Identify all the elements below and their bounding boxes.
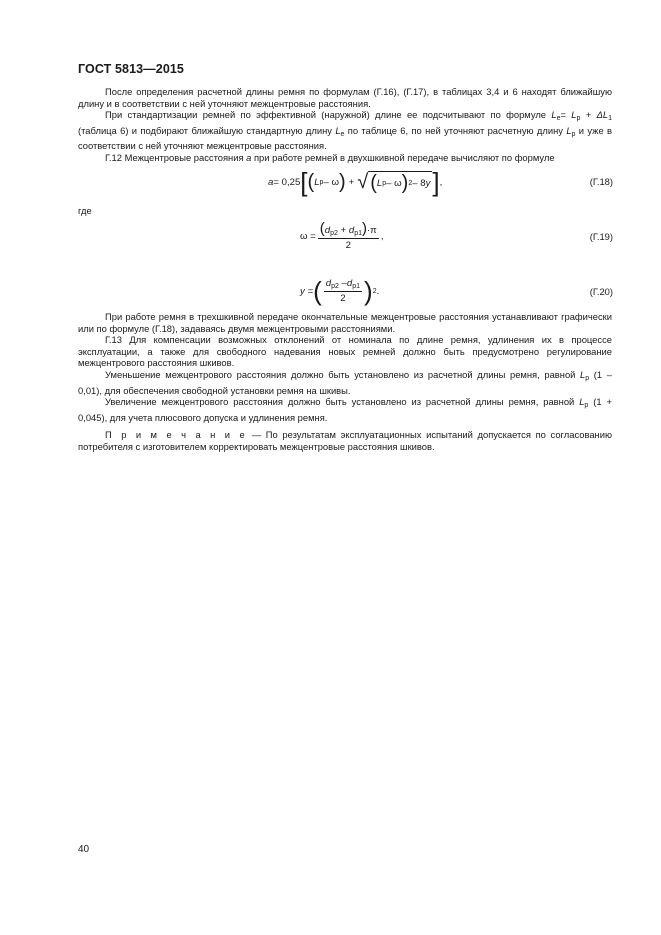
text-block-intro <box>78 86 612 164</box>
formula-g20: y = ( $\frac{d_{p2} -d_{p1}}{2}$ ) 2 . <box>300 276 380 306</box>
paragraph-standardization: При стандартизации ремней по эффективной (наружной) длине ее подсчитывают по формуле $L_e= L_p + \Delta L_1$ (таблица 6) и подбирают ближайшую стандартную длину $L_e$ по таблице 6, по ней уточняют расчетную длину $L_p$ и уже в соответствии с ней уточняют межцентровые расстояния. <box>78 109 612 152</box>
formula-g18: a = 0,25 [ ( L p – ω ) + √ ( L p – ω ) 2 – 8 y ] , <box>268 167 443 197</box>
formula-number-g18: (Г.18) <box>589 176 613 187</box>
formula-g19: ω = $\frac{(d_{p2} + d_{p1})\cdot\pi}{2}$ , <box>300 220 384 251</box>
paragraph-g13: Г.13 Для компенсации возможных отклонений от номинала по длине ремня, удлинения их в процессе эксплуатации, а также для свободного надевания новых ремней должно быть предусмотрено регулирование межцентрового расстояния шкивов. <box>78 334 612 369</box>
paragraph-g12: Г.12 Межцентровые расстояния a при работе ремней в двухшкивной передаче вычисляют по формуле <box>105 151 555 163</box>
formula-number-g20: (Г.20) <box>589 286 613 297</box>
paragraph-length-determination: После определения расчетной длины ремня по формулам (Г.16), (Г.17), в таблицах 3,4 и 6 находят ближайшую длину и в соответствии с ней уточняют межцентровые расстояния. <box>78 86 612 109</box>
document-header: ГОСТ 5813—2015 <box>78 62 184 76</box>
paragraph-increase: Увеличение межцентрового расстояния должно быть установлено из расчетной длины ремня, равной $L_p$ (1 + 0,045), для учета плюсового допуска и удлинения ремня. <box>78 396 612 423</box>
note: П р и м е ч а н и е — По результатам эксплуатационных испытаний допускается по согласованию потребителя с изготовителем корректировать межцентровые расстояния шкивов. <box>78 429 612 452</box>
paragraph-three-pulley: При работе ремня в трехшкивной передаче окончательные межцентровые расстояния устанавливают графически или по формуле (Г.18), задаваясь двумя межцентровыми расстояниями. <box>78 311 612 334</box>
page-number: 40 <box>78 844 90 855</box>
text-block-adjustment <box>78 311 612 453</box>
text-where: где <box>78 205 92 216</box>
formula-number-g19: (Г.19) <box>589 231 613 242</box>
paragraph-decrease: Уменьшение межцентрового расстояния должно быть установлено из расчетной длины ремня, равной $L_p$ (1 – 0,01), для обеспечения свободной установки ремня на шкивы. <box>78 368 612 396</box>
